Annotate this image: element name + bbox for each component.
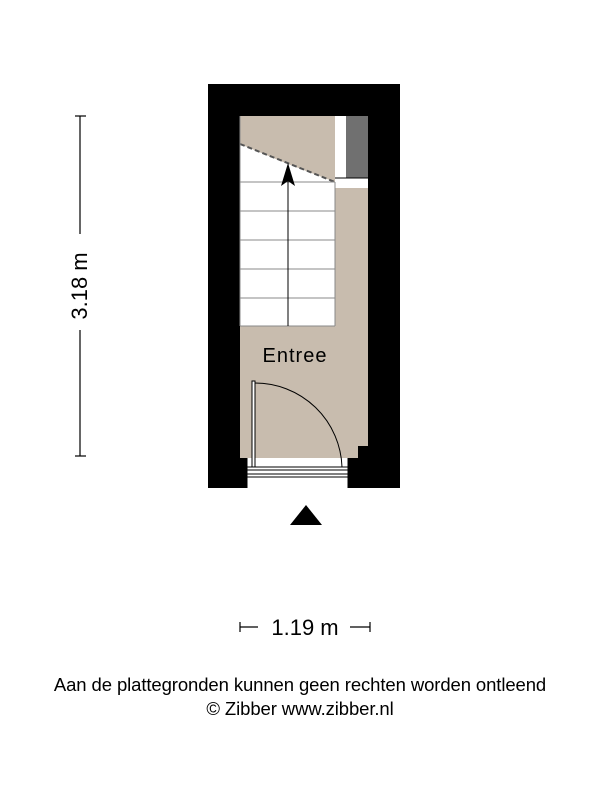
footer bbox=[0, 673, 600, 721]
height-dimension-label: 3.18 m bbox=[67, 252, 92, 320]
door-opening bbox=[247, 458, 348, 488]
triangle-up-icon bbox=[290, 505, 322, 525]
disclaimer-text: Aan de plattegronden kunnen geen rechten worden ontleend bbox=[53, 674, 547, 695]
width-dimension-label: 1.19 m bbox=[271, 615, 339, 640]
room-label: Entree bbox=[262, 345, 328, 367]
cabinet bbox=[346, 116, 368, 178]
copyright-text: © Zibber www.zibber.nl bbox=[206, 698, 394, 719]
